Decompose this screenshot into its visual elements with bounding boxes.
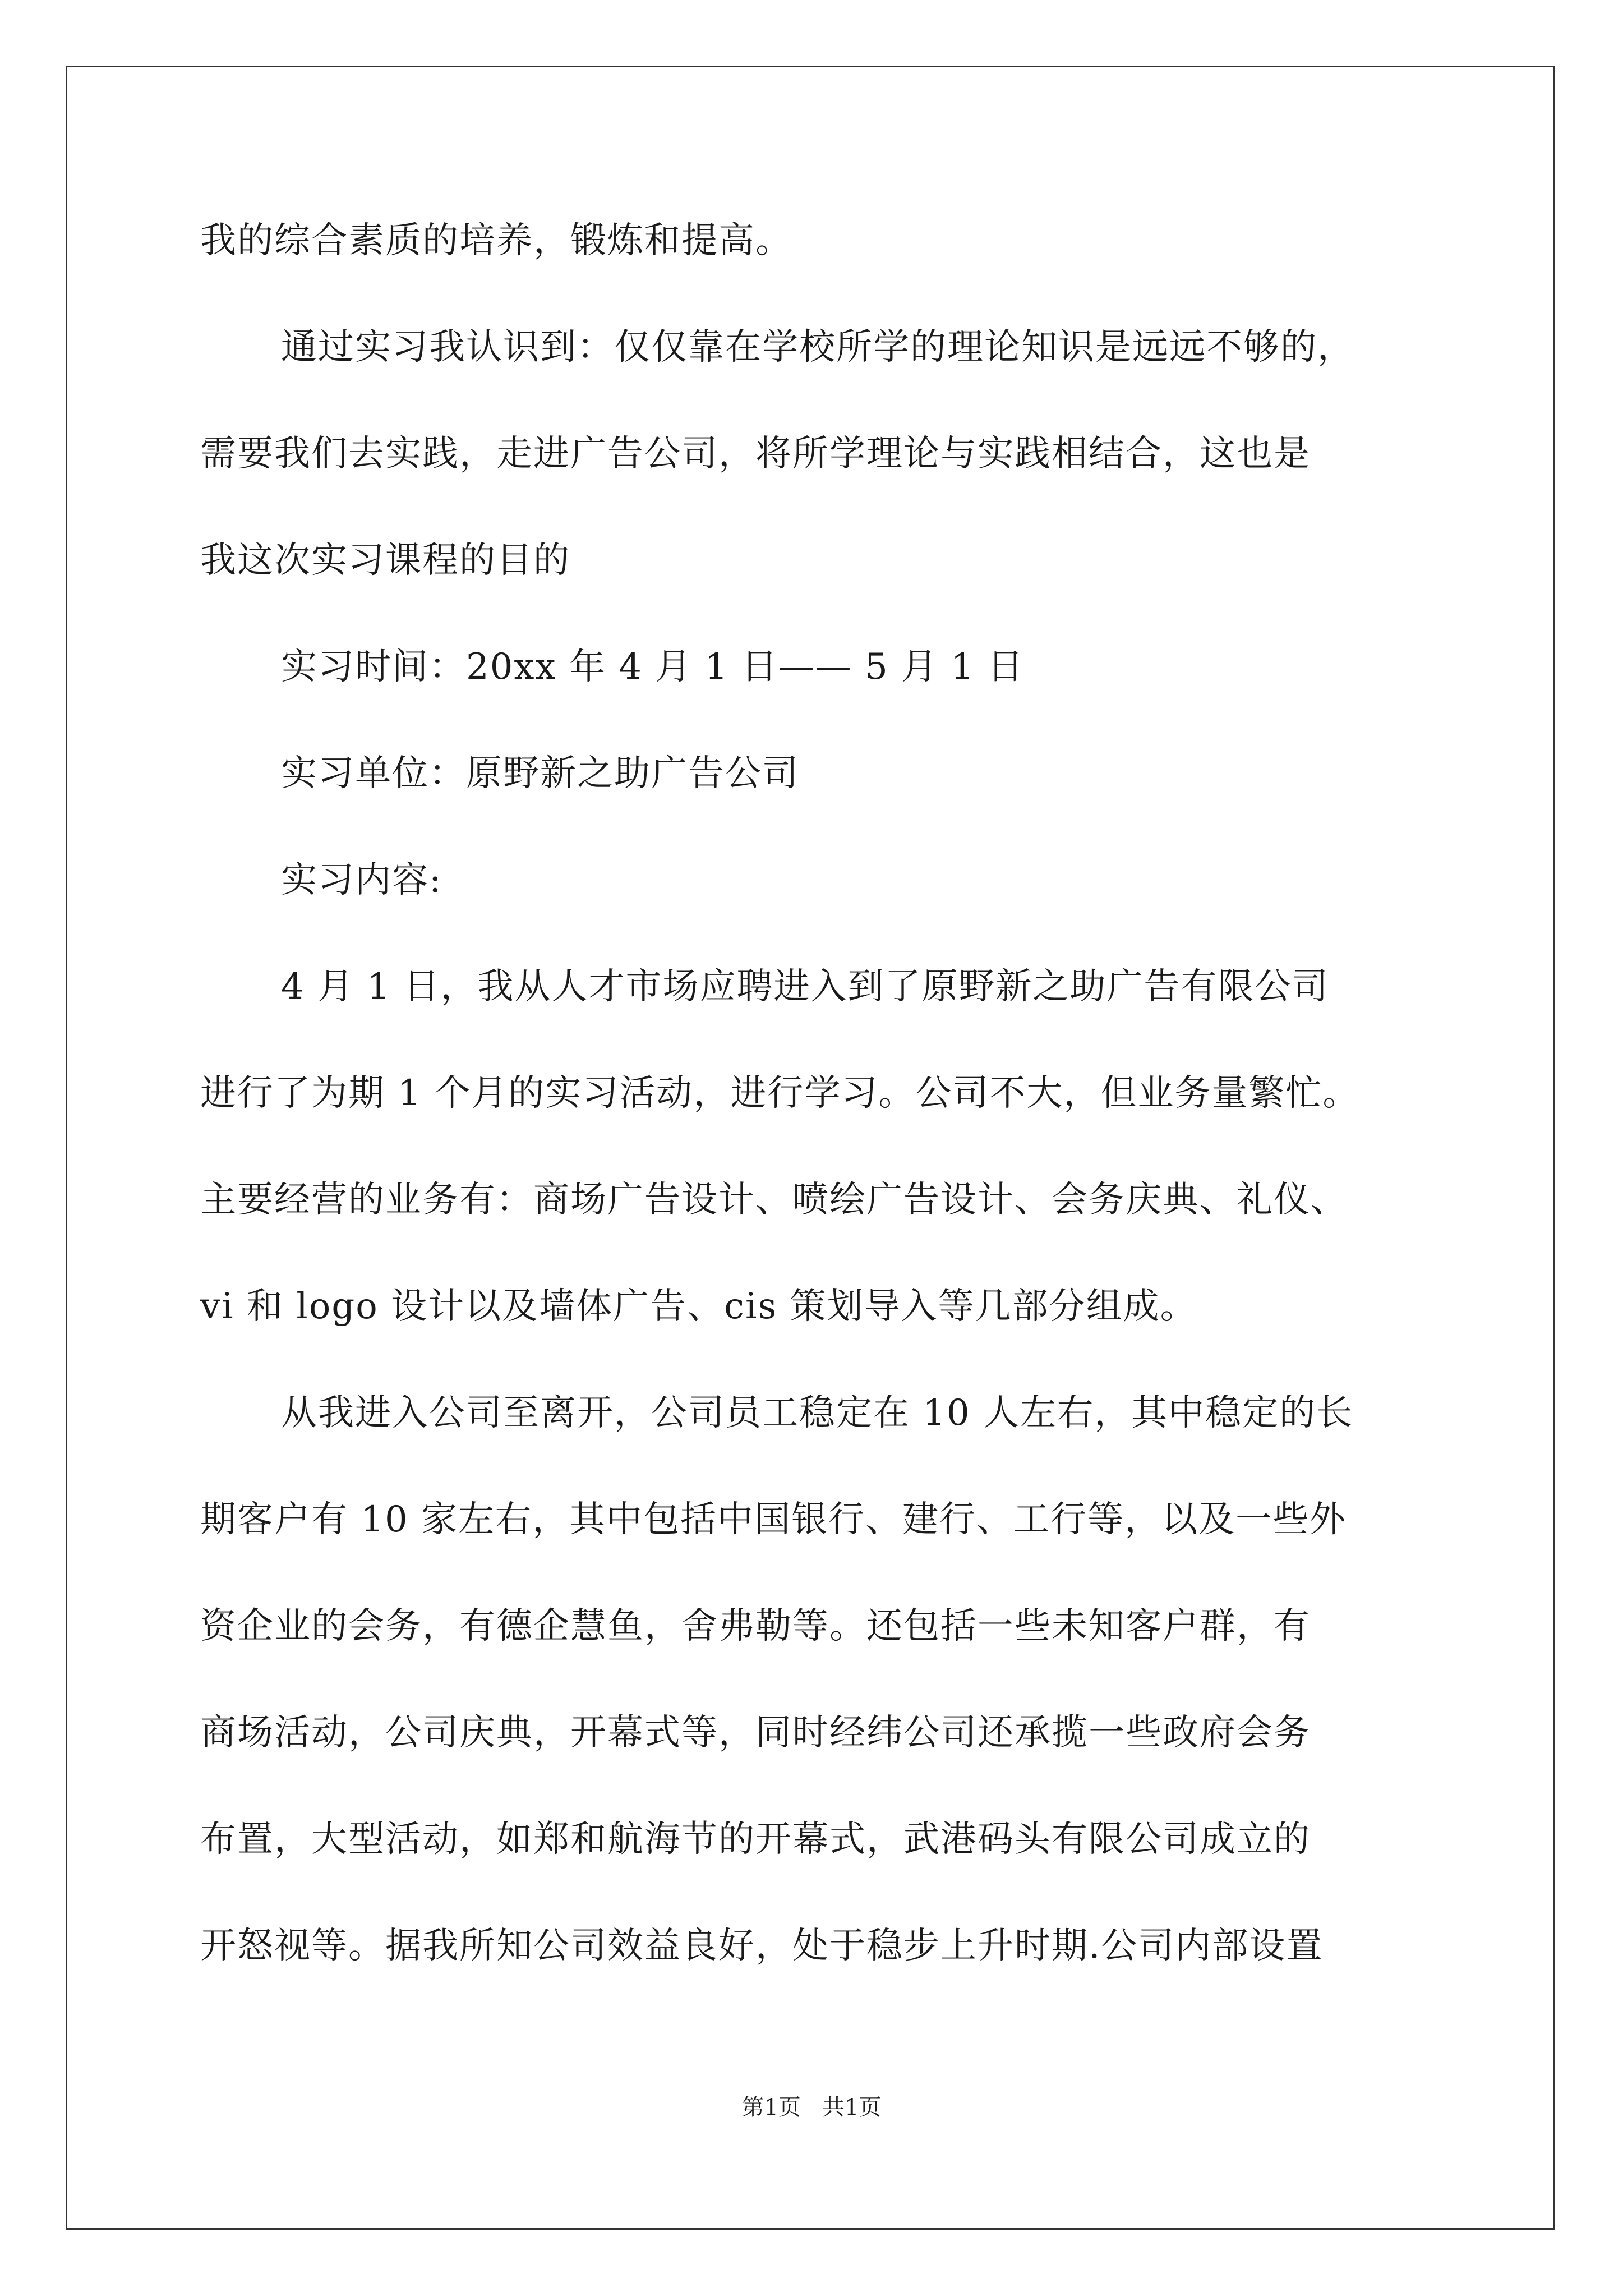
text-line: 商场活动，公司庆典，开幕式等，同时经纬公司还承揽一些政府会务 [200,1712,1311,1754]
page-footer: 第1页 共1页 [741,2095,882,2120]
text-line: 实习内容: [281,859,442,901]
text-line: 布置，大型活动，如郑和航海节的开幕式，武港码头有限公司成立的 [200,1819,1311,1860]
text-line: 通过实习我认识到：仅仅靠在学校所学的理论知识是远远不够的， [281,326,1354,368]
text-line: 主要经营的业务有：商场广告设计、喷绘广告设计、会务庆典、礼仪、 [200,1179,1348,1221]
text-line: 需要我们去实践，走进广告公司，将所学理论与实践相结合，这也是 [200,433,1311,475]
text-line: 实习时间：20xx 年 4 月 1 日—— 5 月 1 日 [281,646,1025,688]
page-border [66,66,1555,2230]
text-line: 我这次实习课程的目的 [200,540,570,581]
text-line: 实习单位：原野新之助广告公司 [281,753,799,794]
text-line: 进行了为期 1 个月的实习活动，进行学习。公司不大，但业务量繁忙。 [200,1073,1360,1114]
text-line: 我的综合素质的培养，锻炼和提高。 [200,220,792,261]
text-line: 从我进入公司至离开，公司员工稳定在 10 人左右，其中稳定的长 [281,1392,1354,1434]
text-line: vi 和 logo 设计以及墙体广告、cis 策划导入等几部分组成。 [200,1286,1197,1327]
text-line: 期客户有 10 家左右，其中包括中国银行、建行、工行等，以及一些外 [200,1499,1347,1540]
text-line: 开怒视等。据我所知公司效益良好，处于稳步上升时期.公司内部设置 [200,1925,1324,1967]
text-line: 资企业的会务，有德企慧鱼，舍弗勒等。还包括一些未知客户群，有 [200,1605,1311,1647]
text-line: 4 月 1 日，我从人才市场应聘进入到了原野新之助广告有限公司 [281,966,1329,1007]
